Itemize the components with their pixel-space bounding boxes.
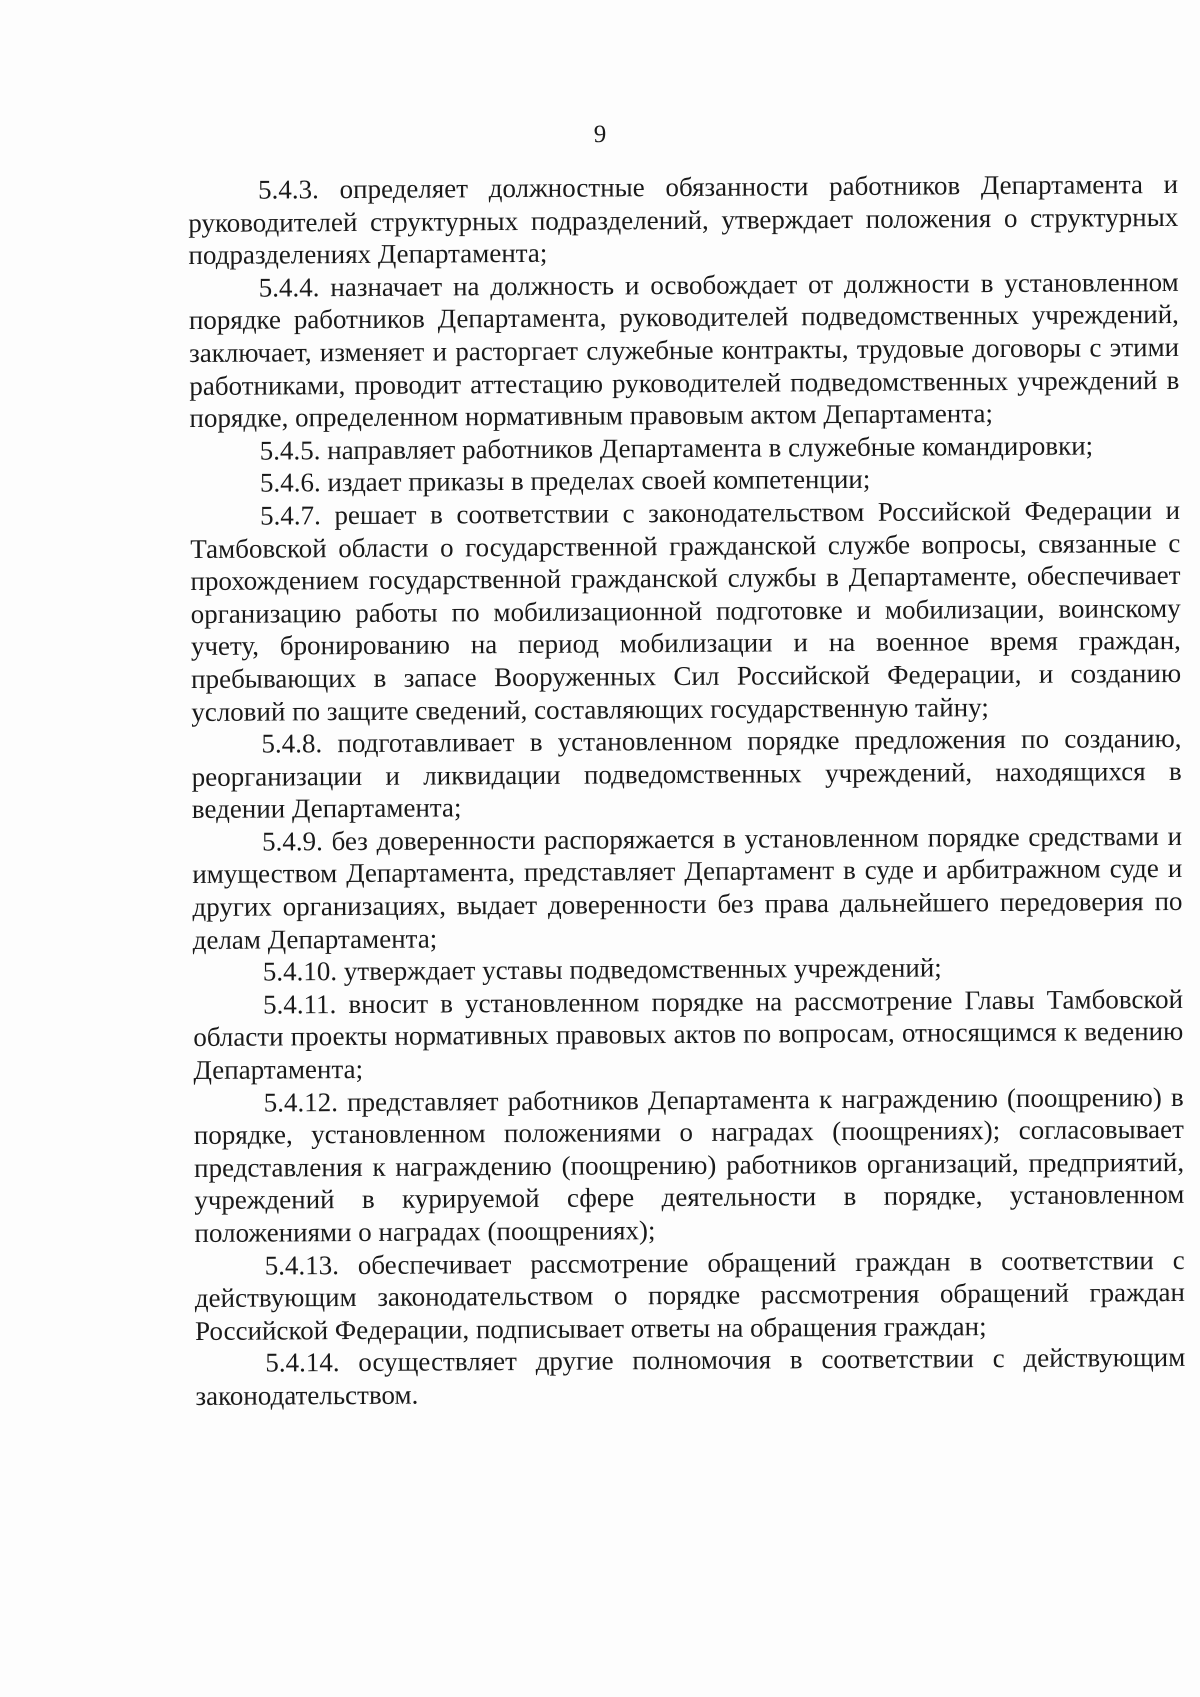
- clause-5-4-12: [194, 1081, 1185, 1250]
- clause-number: 5.4.4.: [258, 271, 320, 303]
- clause-text: обеспечивает рассмотрение обращений граждан в соответствии с действующим законодательством о порядке рассмотрения обращений граждан Российской Федерации, подписывает ответы на обращения граждан;: [194, 1244, 1185, 1346]
- clause-text: представляет работников Департамента к награждению (поощрению) в порядке, установленном положениями о наградах (поощрениях); согласовывает представления к награждению (поощрению) работников организаций, предприятий, учреждений в курируемой сфере деятельности в порядке, установленном положениями о наградах (поощрениях);: [193, 1081, 1185, 1248]
- clause-5-4-13: [195, 1244, 1186, 1348]
- clause-5-4-8: [191, 722, 1182, 826]
- clause-5-4-14: [195, 1341, 1185, 1412]
- clause-number: 5.4.9.: [261, 826, 323, 857]
- clause-5-4-4: [189, 266, 1180, 435]
- clause-number: 5.4.10.: [262, 956, 338, 987]
- clause-text: издает приказы в пределах своей компетенции;: [327, 464, 871, 498]
- clause-number: 5.4.13.: [264, 1249, 340, 1281]
- clause-text: осуществляет другие полномочия в соответствии с действующим законодательством.: [195, 1342, 1186, 1411]
- clause-number: 5.4.11.: [262, 988, 337, 1020]
- clause-text: определяет должностные обязанности работников Департамента и руководителей структурных подразделений, утверждает положения о структурных подразделениях Департамента;: [188, 168, 1179, 271]
- document-body: [188, 168, 1186, 1413]
- clause-text: направляет работников Департамента в служебные командировки;: [327, 430, 1094, 465]
- clause-text: вносит в установленном порядке на рассмотрение Главы Тамбовской области проекты нормативных правовых актов по вопросам, относящимся к ведению Департамента;: [193, 983, 1184, 1086]
- clause-5-4-3: [188, 168, 1179, 272]
- clause-number: 5.4.6.: [259, 467, 321, 498]
- clause-text: назначает на должность и освобождает от должности в установленном порядке работников Департамента, руководителей подведомственных учреждений, заключает, изменяет и расторгает служебные контракты, трудовые договоры с этими работниками, проводит аттестацию руководителей подведомственных учреждений в порядке, определенном нормативным правовым актом Департамента;: [188, 266, 1180, 434]
- clause-number: 5.4.12.: [263, 1086, 339, 1118]
- clause-text: подготавливает в установленном порядке предложения по созданию, реорганизации и ликвидации подведомственных учреждений, находящихся в ведении Департамента;: [191, 723, 1182, 825]
- clause-text: без доверенности распоряжается в установленном порядке средствами и имуществом Департамента, представляет Департамент в суде и арбитражном суде и других организациях, выдает доверенности без права дальнейшего передоверия по делам Департамента;: [192, 820, 1183, 955]
- clause-text: решает в соответствии с законодательством Российской Федерации и Тамбовской области о государственной гражданской службе вопросы, связанные с прохождением государственной гражданской службы в Департаменте, обеспечивает организацию работы по мобилизационной подготовке и мобилизации, воинскому учету, бронированию на период мобилизации и на военное время граждан, пребывающих в запасе Вооруженных Сил Российской Федерации, и созданию условий по защите сведений, составляющих государственную тайну;: [190, 494, 1182, 727]
- clause-5-4-5: [190, 429, 1180, 468]
- clause-5-4-7: [190, 494, 1181, 728]
- clause-number: 5.4.3.: [258, 174, 319, 205]
- clause-5-4-9: [192, 820, 1183, 956]
- clause-text: утверждает уставы подведомственных учреждений;: [343, 952, 942, 987]
- clause-number: 5.4.8.: [261, 728, 323, 759]
- clause-number: 5.4.14.: [265, 1347, 340, 1378]
- clause-5-4-11: [193, 983, 1184, 1087]
- page-number: 9: [593, 121, 607, 148]
- clause-number: 5.4.5.: [259, 434, 321, 466]
- clause-number: 5.4.7.: [259, 500, 321, 531]
